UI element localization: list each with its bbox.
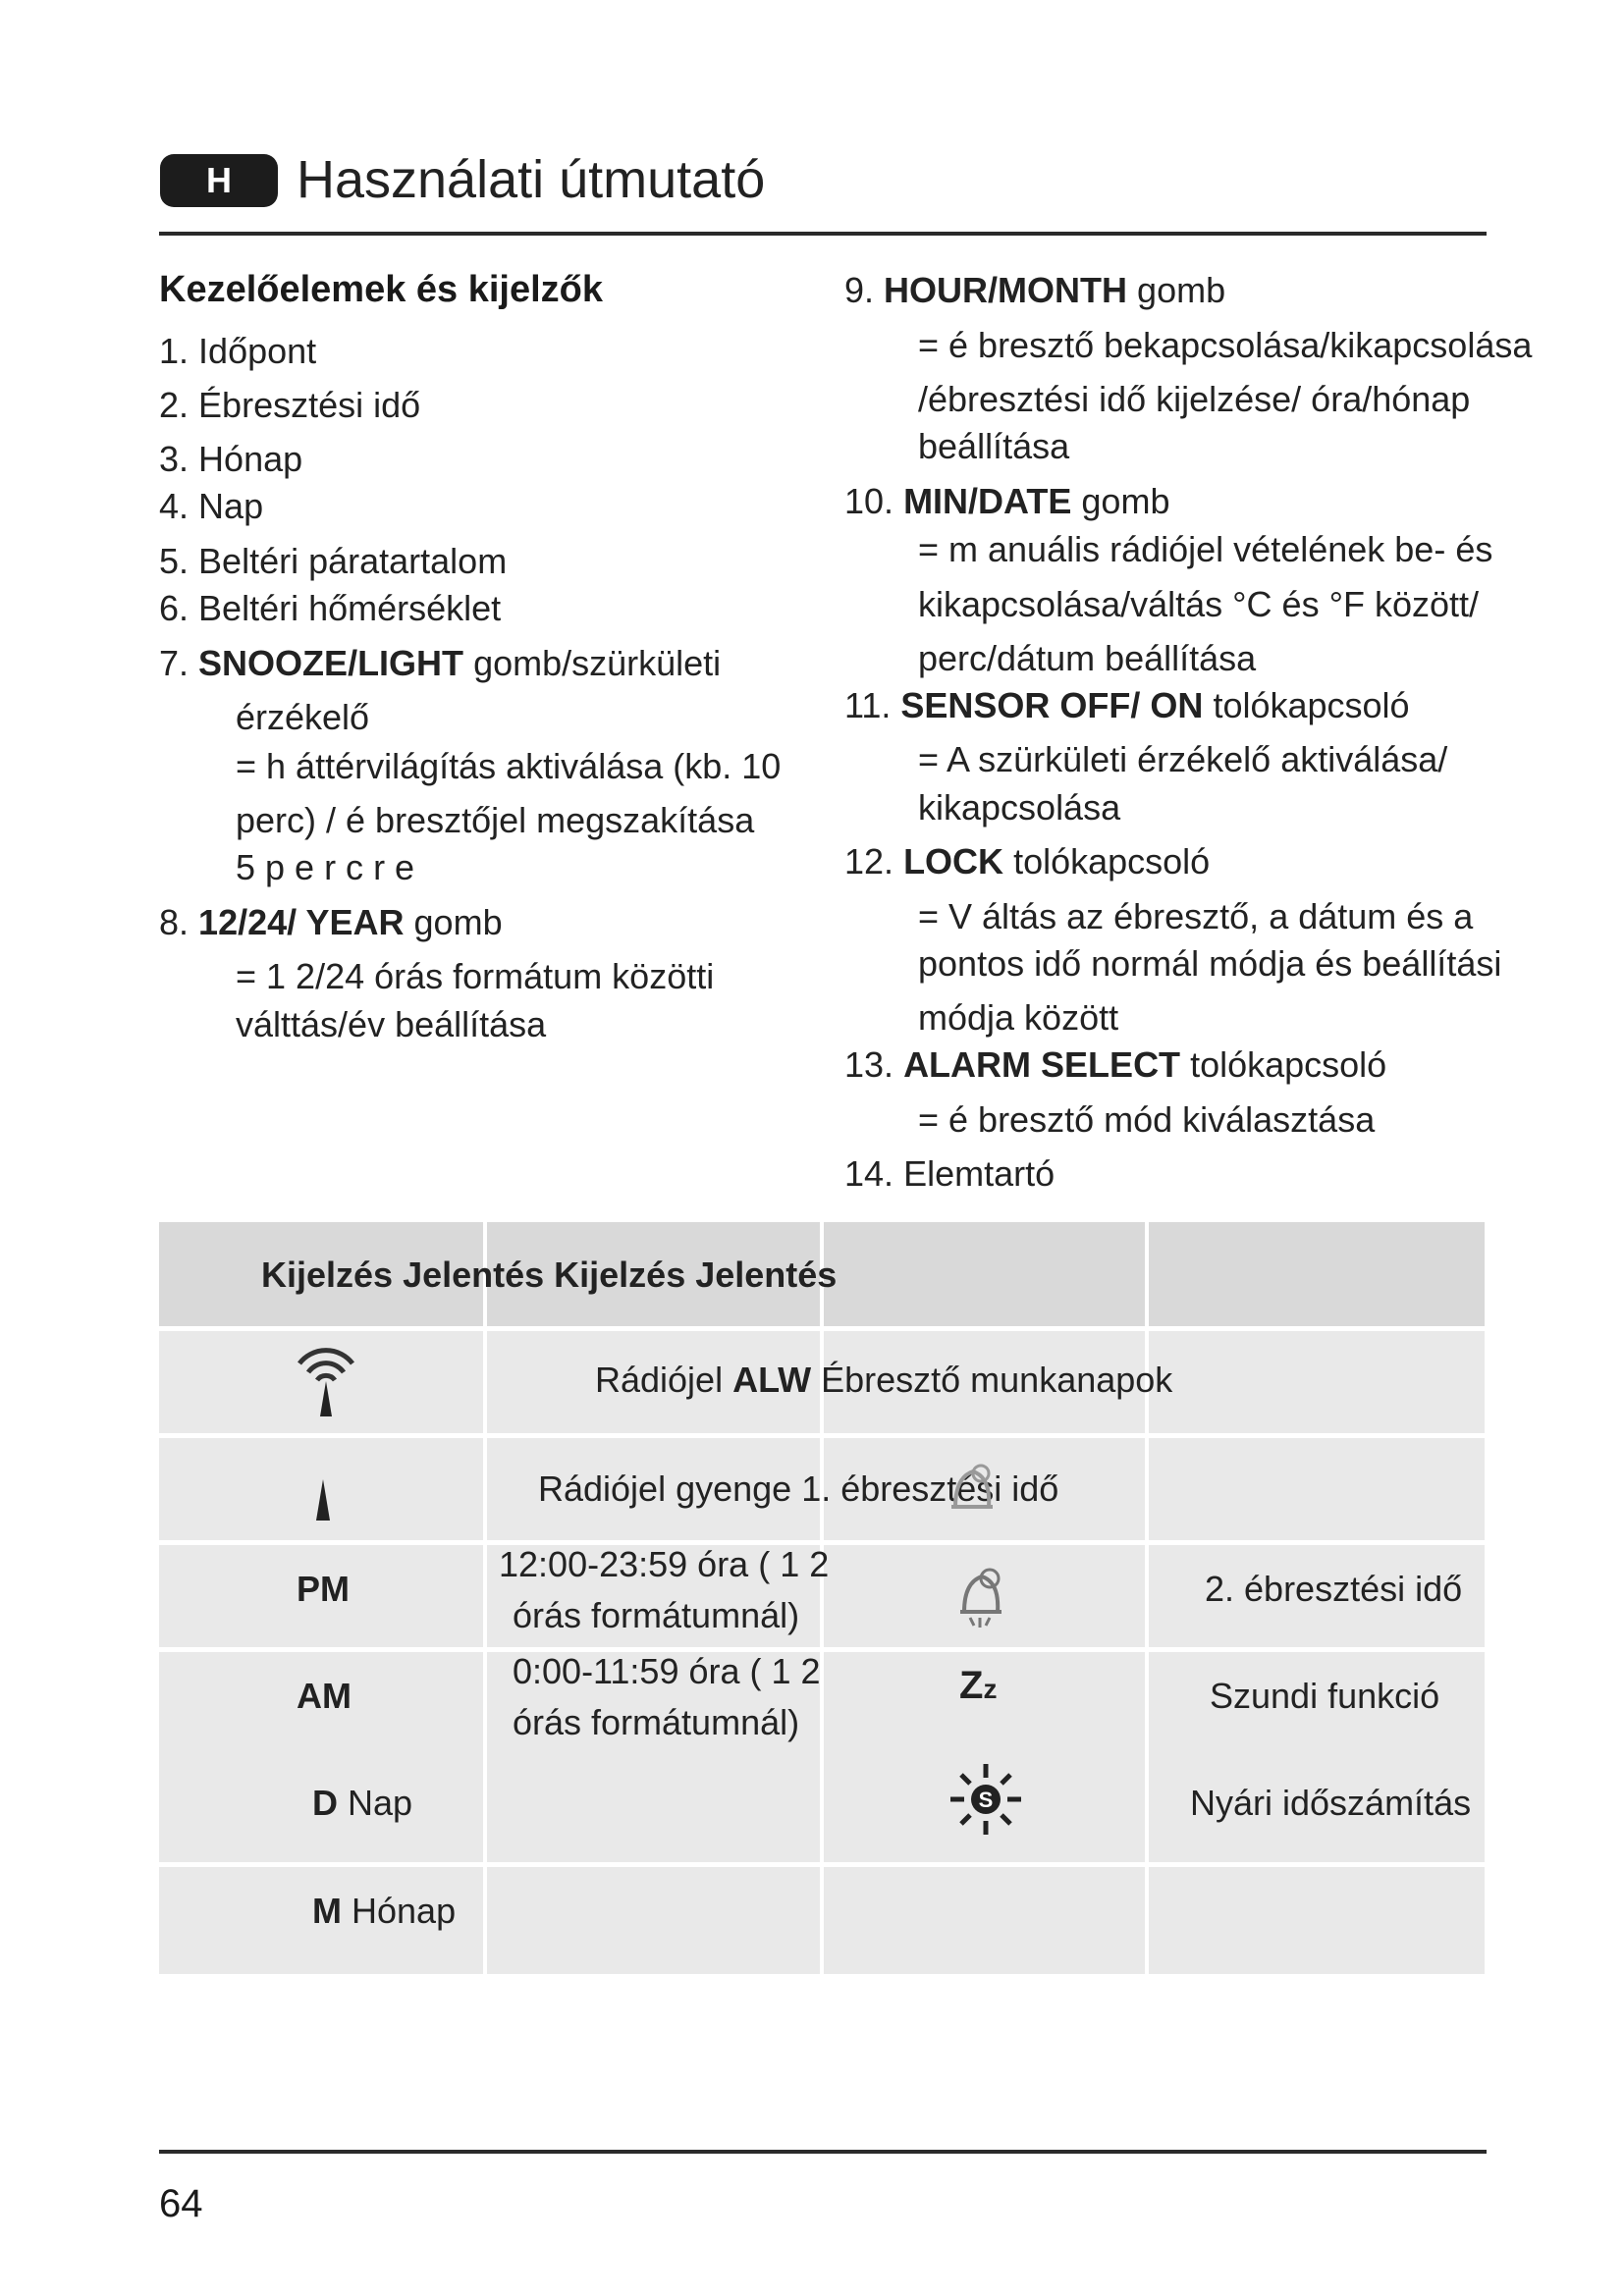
list-item: 10. MIN/DATE gomb [844,481,1170,521]
list-item: 7. SNOOZE/LIGHT gomb/szürkületi [159,643,722,683]
list-item: 3. Hónap [159,439,303,479]
list-item-text: beállítása [918,426,1070,466]
table-cell-text: Nyári időszámítás [1190,1783,1472,1823]
radio-signal-icon [292,1342,360,1420]
list-item-text: kikapcsolása/váltás °C és °F között/ [918,584,1480,624]
list-item-text: perc/dátum beállítása [918,638,1257,678]
table-symbol: AM [297,1676,352,1716]
list-item: 11. SENSOR OFF/ ON tolókapcsoló [844,685,1410,725]
language-badge: H [160,154,278,207]
summer-time-icon [945,1758,1027,1841]
table-row: D Nap [312,1783,413,1823]
table-row: Rádiójel gyenge 1. ébresztési idő [538,1468,1059,1509]
table-header: Kijelzés Jelentés Kijelzés Jelentés [261,1255,838,1295]
footer-rule [159,2150,1487,2154]
list-item-text: = V áltás az ébresztő, a dátum és a [918,896,1474,936]
list-item-text: 5 p e r c r e [236,847,415,887]
header-rule [159,232,1487,236]
list-item-text: pontos idő normál módja és beállítási [918,943,1502,984]
list-item: 12. LOCK tolókapcsoló [844,841,1211,881]
table-cell-text: órás formátumnál) [513,1595,800,1635]
list-item-text: /ébresztési idő kijelzése/ óra/hónap [918,379,1471,419]
weak-signal-icon [308,1475,338,1524]
list-item-text: = é bresztő bekapcsolása/kikapcsolása [918,325,1533,365]
list-item-text: = é bresztő mód kiválasztása [918,1099,1376,1140]
symbol-table [159,1222,1485,1988]
list-item: 5. Beltéri páratartalom [159,541,508,581]
alarm-2-icon [950,1561,1009,1631]
list-item-text: érzékelő [236,697,370,737]
list-item: 13. ALARM SELECT tolókapcsoló [844,1044,1387,1085]
list-item-text: = m anuális rádiójel vételének be- és [918,529,1493,569]
page-number: 64 [159,2182,203,2225]
alarm-1-icon [942,1458,1001,1526]
section-title: Kezelőelemek és kijelzők [159,269,604,310]
table-cell-text: 12:00-23:59 óra ( 1 2 [499,1544,830,1584]
list-item: 8. 12/24/ YEAR gomb [159,902,503,942]
list-item: 14. Elemtartó [844,1153,1056,1194]
list-item-text: = h áttérvilágítás aktiválása (kb. 10 [236,746,782,786]
table-row: Rádiójel ALW Ébresztő munkanapok [595,1360,1173,1400]
list-item: 9. HOUR/MONTH gomb [844,270,1226,310]
table-row: M Hónap [312,1891,457,1931]
table-cell-text: Szundi funkció [1210,1676,1440,1716]
list-item: 2. Ébresztési idő [159,385,421,425]
table-cell-text: 2. ébresztési idő [1205,1569,1463,1609]
list-item: 1. Időpont [159,331,317,371]
table-cell-text: órás formátumnál) [513,1702,800,1742]
list-item-text: kikapcsolása [918,787,1121,828]
list-item: 6. Beltéri hőmérséklet [159,588,502,628]
svg-text:S: S [978,1788,994,1812]
snooze-icon: Zz [959,1664,998,1707]
page-title: Használati útmutató [297,150,766,209]
table-symbol: PM [297,1569,350,1609]
list-item-text: = A szürkületi érzékelő aktiválása/ [918,739,1448,779]
list-item-text: = 1 2/24 órás formátum közötti [236,956,715,996]
list-item-text: válttás/év beállítása [236,1004,547,1044]
list-item: 4. Nap [159,486,264,526]
table-cell-text: 0:00-11:59 óra ( 1 2 [513,1651,821,1691]
list-item-text: perc) / é bresztőjel megszakítása [236,800,755,840]
list-item-text: módja között [918,997,1119,1038]
